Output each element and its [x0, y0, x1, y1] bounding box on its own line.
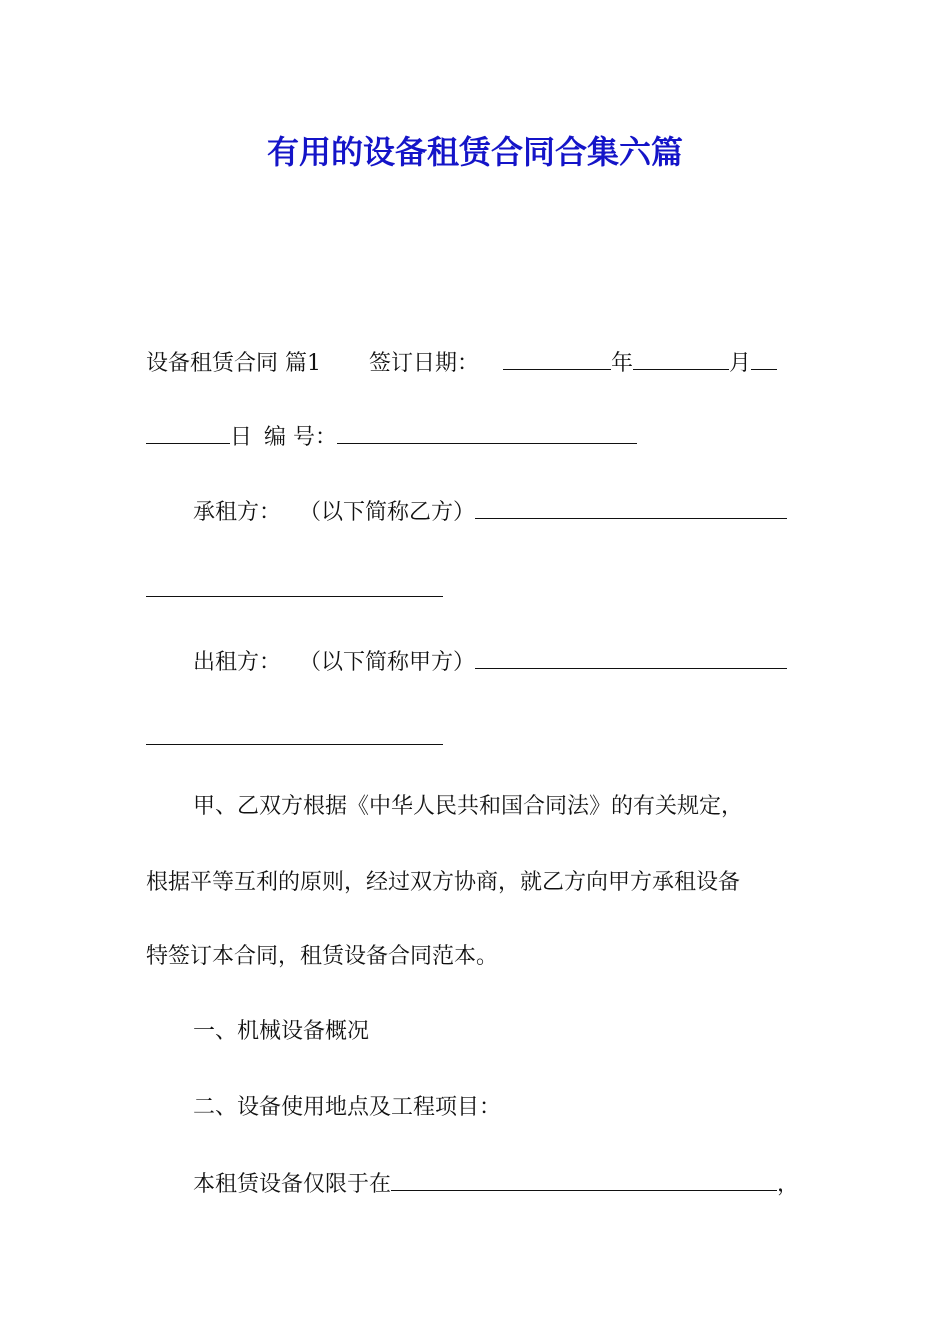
year-blank — [503, 343, 611, 370]
month-label: 月 — [729, 351, 752, 376]
paragraph-line-1: 甲、乙双方根据《中华人民共和国合同法》的有关规定， — [193, 794, 744, 819]
lessee-label: 承租方： — [193, 500, 282, 525]
section-heading-2: 二、设备使用地点及工程项目： — [193, 1095, 502, 1120]
lessee-blank — [475, 492, 787, 519]
lessor-alias: （以下简称甲方） — [299, 650, 476, 675]
lessor-blank — [475, 642, 787, 669]
contract-header-line — [146, 343, 777, 381]
paragraph-line-3: 特签订本合同，租赁设备合同范本。 — [146, 944, 499, 969]
day-blank-start — [751, 343, 777, 370]
lessee-alias: （以下简称乙方） — [299, 500, 476, 525]
lessor-line — [193, 642, 787, 680]
lessor-blank-continued — [146, 743, 443, 745]
contract-number-line — [146, 417, 637, 455]
contract-heading: 设备租赁合同 篇1 — [146, 351, 321, 376]
number-blank — [337, 417, 637, 444]
month-blank — [633, 343, 729, 370]
sign-date-label: 签订日期： — [369, 351, 480, 376]
number-label: 编 号： — [264, 425, 338, 450]
lessee-line — [193, 492, 787, 530]
paragraph-line-2: 根据平等互利的原则，经过双方协商，就乙方向甲方承租设备 — [146, 870, 741, 895]
usage-location-line — [193, 1164, 799, 1202]
lessee-blank-continued — [146, 595, 443, 597]
day-label: 日 — [230, 425, 253, 450]
lessor-label: 出租方： — [193, 650, 282, 675]
section-heading-1: 一、机械设备概况 — [193, 1019, 370, 1044]
usage-location-suffix: ， — [777, 1172, 800, 1197]
day-blank-end — [146, 417, 230, 444]
year-label: 年 — [611, 351, 634, 376]
document-title: 有用的设备租赁合同合集六篇 — [266, 133, 683, 171]
usage-location-blank — [391, 1164, 777, 1191]
usage-location-prefix: 本租赁设备仅限于在 — [193, 1172, 392, 1197]
